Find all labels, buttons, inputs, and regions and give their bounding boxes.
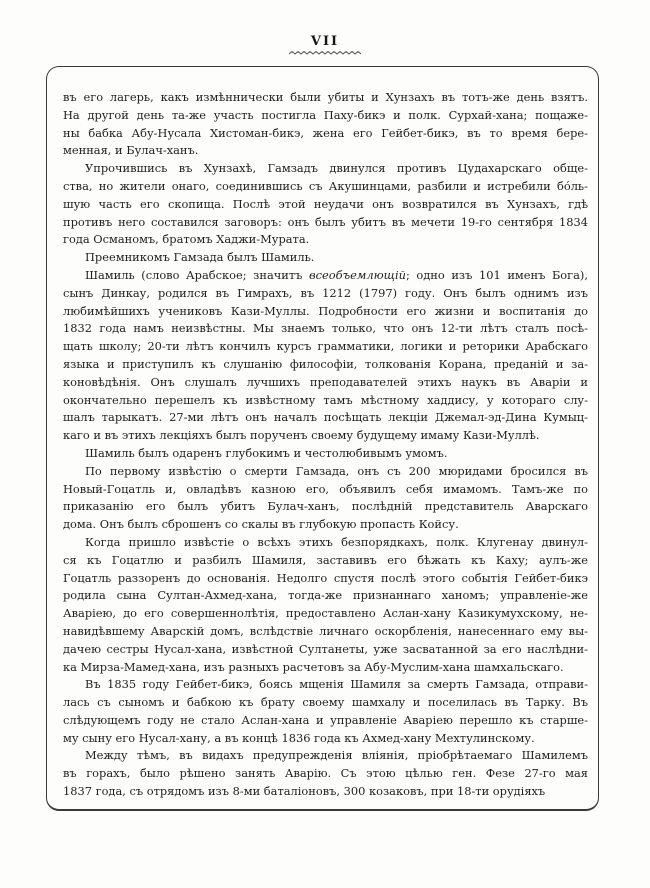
text-line: родила сына Султан-Ахмед-хана, тогда-же признаннаго ханомъ; управленіе-же <box>63 588 588 603</box>
paragraph <box>63 676 588 747</box>
text-line: коновѣдѣнія. Онъ слушалъ лучшихъ преподавателей этихъ наукъ въ Аваріи и <box>63 374 588 389</box>
text-line: Когда пришло извѣстіе о всѣхъ этихъ безпорядкахъ, полк. Клугенау двинул- <box>85 534 588 549</box>
text-line: На другой день та-же участь постигла Паху-бикэ и полк. Сурхай-хана; пощаже- <box>63 107 588 122</box>
paragraph <box>63 160 588 249</box>
text-line: года Османомъ, братомъ Хаджи-Мурата. <box>63 232 310 247</box>
text-line: По первому извѣстію о смерти Гамзада, онъ съ 200 мюридами бросился въ <box>85 463 588 478</box>
text-line: навидѣвшему Аварскій домъ, вслѣдствіе личнаго оскорбленія, нанесеннаго ему вы- <box>63 623 588 638</box>
wavy-rule-ornament <box>289 50 361 56</box>
paragraph <box>63 747 588 800</box>
text-line: приказанію его былъ убитъ Булач-ханъ, послѣдній представитель Аварскаго <box>63 499 588 514</box>
text-line: языка и приступилъ къ слушанію философіи, толкованія Корана, преданій и за- <box>63 356 588 371</box>
text-line: му сыну его Нусал-хану, а въ концѣ 1836 года къ Ахмед-хану Мехтулинскому. <box>63 730 535 745</box>
text-line: ка Мирза-Мамед-хана, изъ разныхъ расчетовъ за Абу-Муслим-хана шамхальскаго. <box>63 659 564 674</box>
text-line: Шамиль (слово Арабское; значитъ всеобъемлющій; одно изъ 101 именъ Бога), <box>85 267 588 282</box>
paragraph <box>63 463 588 534</box>
text-line: любимѣйшихъ учениковъ Кази-Муллы. Подробности его жизни и воспитанія до <box>63 303 588 318</box>
text-line: дачею сестры Нусал-хана, извѣстной Султанеты, уже засватанной за его наслѣдни- <box>63 641 588 656</box>
text-line: шалъ тарыкатъ. 27-ми лѣтъ онъ началъ посѣщать лекціи Джемал-эд-Дина Кумыц- <box>63 410 588 425</box>
text-line: ны бабка Абу-Нусала Хистоман-бикэ, жена его Гейбет-бикэ, въ то время бере- <box>63 125 588 140</box>
text-line: ся къ Гоцатлю и разбилъ Шамиля, заставивъ его бѣжать къ Каху; аулъ-же <box>63 552 588 567</box>
page-header <box>0 30 650 56</box>
text-line: Новый-Гоцатль и, овладѣвъ казною его, объявилъ себя имамомъ. Тамъ-же по <box>63 481 588 496</box>
text-line: Въ 1835 году Гейбет-бикэ, боясь мщенія Шамиля за смерть Гамзада, отправи- <box>85 677 588 692</box>
paragraph <box>63 534 588 676</box>
text-line: шую часть его скопища. Послѣ этой неудачи онъ возвратился въ Хунзахъ, гдѣ <box>63 196 588 211</box>
text-line: въ горахъ, было рѣшено занять Аварію. Съ этою цѣлью ген. Фезе 27-го мая <box>63 766 588 781</box>
text-line: щать школу; 20-ти лѣтъ кончилъ курсъ грамматики, логики и реторики Арабскаго <box>63 339 588 354</box>
text-line: 1832 года намъ неизвѣстны. Мы знаемъ только, что онъ 12-ти лѣтъ сталъ посѣ- <box>63 321 588 336</box>
text-line: окончательно перешелъ къ извѣстному тамъ мѣстному хаддису, у котораго слу- <box>63 392 588 407</box>
text-line: Шамиль былъ одаренъ глубокимъ и честолюбивымъ умомъ. <box>85 445 448 460</box>
text-line: дома. Онъ былъ сброшенъ со скалы въ глубокую пропасть Койсу. <box>63 517 459 532</box>
paragraph <box>63 89 588 160</box>
text-line: лась съ сыномъ и бабкою къ брату своему шамхалу и поселилась въ Тарку. Въ <box>63 695 588 710</box>
paragraph <box>63 445 588 463</box>
text-line: слѣдующемъ году не стало Аслан-хана и управленіе Аваріею перешло къ старше- <box>63 712 588 727</box>
text-line: менная, и Булач-ханъ. <box>63 143 199 158</box>
text-line: въ его лагерь, какъ измѣннически были убиты и Хунзахъ въ тотъ-же день взятъ. <box>63 90 588 104</box>
text-line: противъ него составился заговоръ: онъ былъ убитъ въ мечети 19-го сентября 1834 <box>63 214 588 229</box>
text-line: ства, но жители онаго, соединившись съ Акушинцами, разбили и истребили бо́ль- <box>63 178 588 193</box>
text-line: Между тѣмъ, въ видахъ предупрежденія вліянія, пріобрѣтаемаго Шамилемъ <box>85 748 588 763</box>
text-line: Преемникомъ Гамзада былъ Шамиль. <box>85 250 315 265</box>
text-line: сынъ Динкау, родился въ Гимрахъ, въ 1212 (1797) году. Онъ былъ однимъ изъ <box>63 285 588 300</box>
text-block <box>63 89 588 801</box>
paragraph <box>63 249 588 267</box>
paragraph <box>63 267 588 445</box>
text-line: Аваріею, до его совершеннолѣтія, предоставлено Аслан-хану Казикумухскому, не- <box>63 606 588 621</box>
text-line: каго и въ этихъ лекціяхъ былъ порученъ своему будущему имаму Кази-Муллѣ. <box>63 428 540 443</box>
text-line: Гоцатль раззоренъ до основанія. Недолго спустя послѣ этого событія Гейбет-бикэ <box>63 570 588 585</box>
page-number: VII <box>310 34 340 49</box>
text-line: Упрочившись въ Хунзахѣ, Гамзадъ двинулся противъ Цудахарскаго обще- <box>85 161 588 176</box>
text-line: 1837 года, съ отрядомъ изъ 8-ми баталіоновъ, 300 козаковъ, при 18-ти орудіяхъ <box>63 784 546 799</box>
